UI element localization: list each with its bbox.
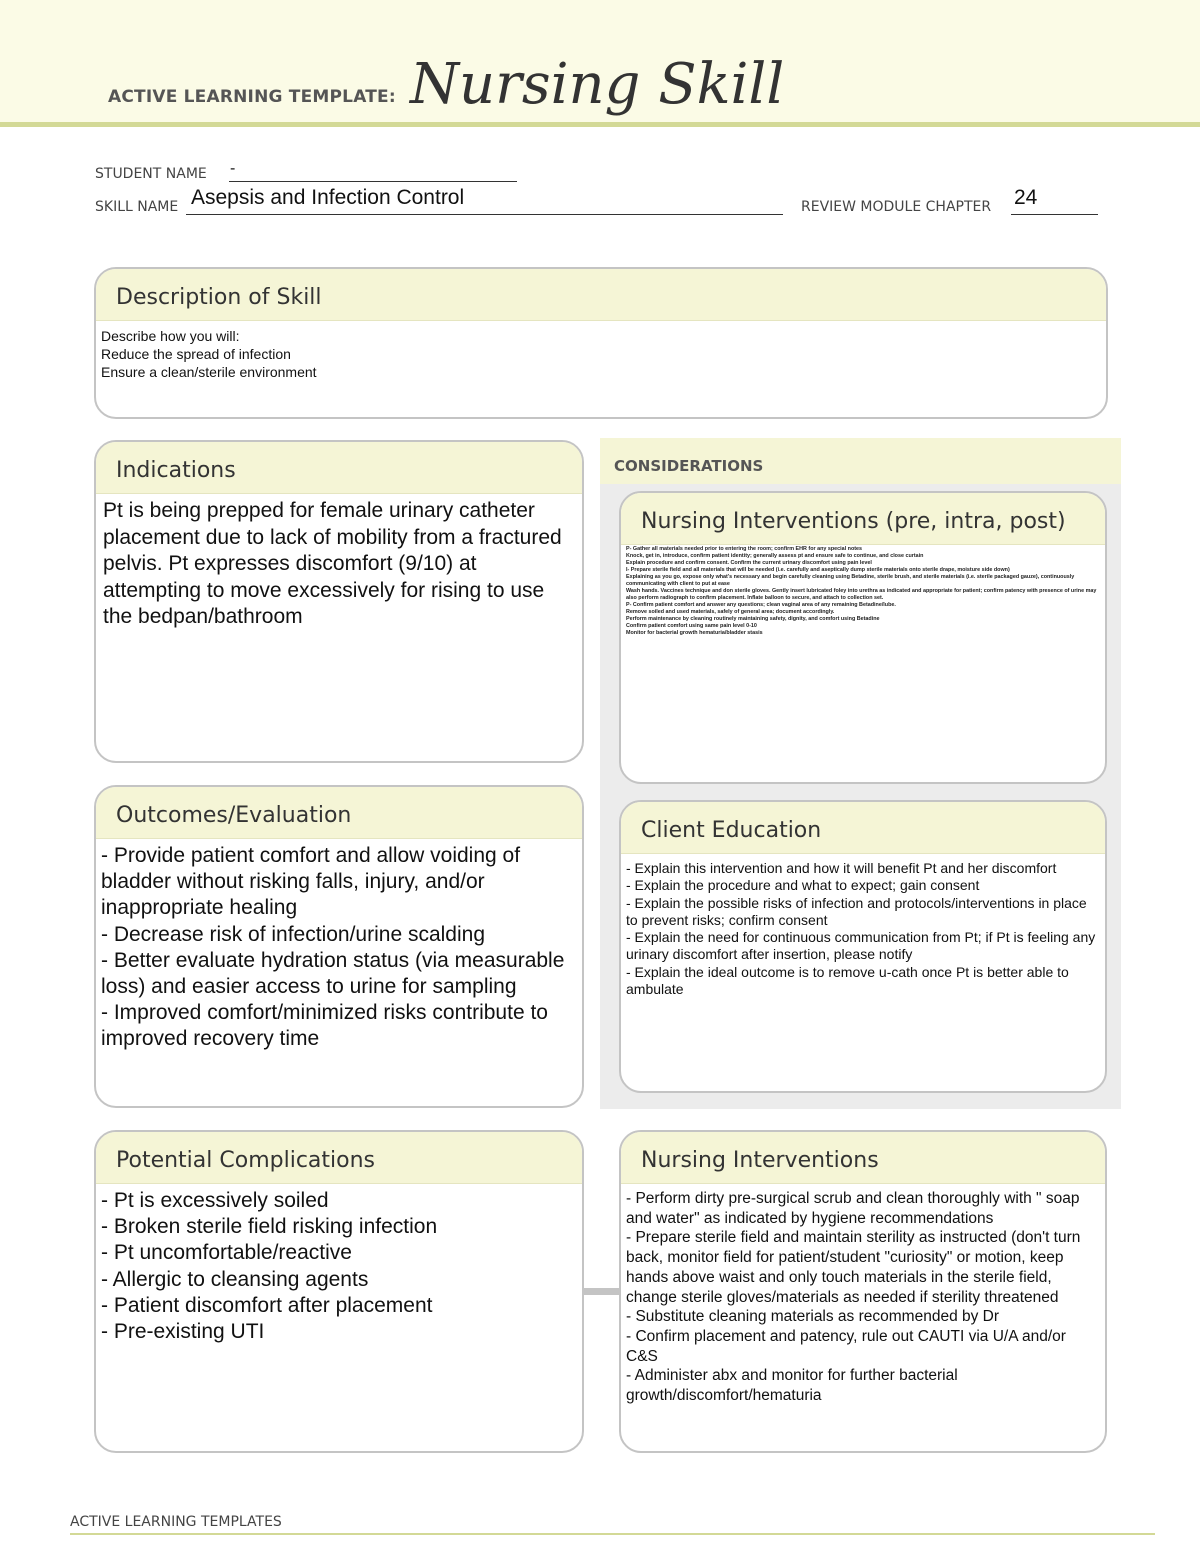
nursing-interventions-title: Nursing Interventions — [641, 1148, 879, 1173]
description-text[interactable]: Describe how you will: Reduce the spread of infection Ensure a clean/sterile environment — [101, 328, 317, 380]
indications-title: Indications — [116, 458, 236, 483]
nursing-interventions-text[interactable]: - Perform dirty pre-surgical scrub and clean thoroughly with " soap and water" as indicated by hygiene recommendations - Prepare sterile field and maintain sterility as instructed (don't turn back, monitor field for patient/student "curiosity" or motion, keep hands above waist and only touch materials in the sterile field, change sterile gloves/materials as needed if sterility threatened - Substitute cleaning materials as recommended by Dr - Confirm placement and patency, rule out CAUTI via U/A and/or C&S - Administer abx and monitor for further bacterial growth/discomfort/hematuria — [626, 1190, 1081, 1405]
client-education-text[interactable]: - Explain this intervention and how it will benefit Pt and her discomfort - Explain the procedure and what to expect; gain consent - Explain the possible risks of infection and protocols/interventions in place to prevent risks; confirm consent - Explain the need for continuous communication from Pt; if Pt is feeling any urinary discomfort after insertion, please notify - Explain the ideal outcome is to remove u-cath once Pt is better able to ambulate — [626, 860, 1096, 998]
chapter-label: REVIEW MODULE CHAPTER — [801, 199, 992, 215]
skill-name-label: SKILL NAME — [95, 199, 179, 215]
template-title: Nursing Skill — [410, 52, 785, 117]
footer-divider — [70, 1533, 1155, 1535]
potential-complications-panel — [94, 1130, 584, 1453]
client-education-title: Client Education — [641, 818, 822, 843]
skill-name-underline — [186, 214, 783, 215]
nursing-interventions-phases-text[interactable]: P- Gather all materials needed prior to entering the room; confirm EHR for any special notes Knock, get in, introduce, confirm patient identity; generally assess pt and ensure safe to continue, and close curtain Explain procedure and confirm consent. Confirm the current urinary discomfort using pain level I- Prepare sterile field and all materials that will be needed (i.e. carefully and aseptically dump sterile materials onto sterile drape, moisture side down) Explaining as you go, expose only what's necessary and begin carefully cleaning using Betadine, sterile brush, and sterile materials (i.e. sterile packaged gauze), continuously communicating with client to put at ease Wash hands. Vaccines technique and don sterile gloves. Gently insert lubricated foley into urethra as indicated and appropriate for patient; confirm patency with presence of urine may also perform radiograph to confirm placement. Inflate balloon to secure, and attach to collection set. P- Confirm patient comfort and answer any questions; clean vaginal area of any remaining Betadine/lube. Remove soiled and used materials, safely of general area; document accordingly. Perform maintenance by cleaning routinely maintaining safety, dignity, and comfort using Betadine Confirm patient comfort using same pain level 0-10 Monitor for bacterial growth hematuria/bladder stasis — [626, 546, 1097, 636]
potential-complications-title: Potential Complications — [116, 1148, 375, 1173]
description-title: Description of Skill — [116, 285, 322, 310]
chapter-underline — [1011, 214, 1098, 215]
chapter-field[interactable]: 24 — [1014, 186, 1038, 209]
considerations-title: CONSIDERATIONS — [614, 457, 764, 475]
header-divider — [0, 122, 1200, 127]
nursing-interventions-phases-panel — [619, 491, 1107, 784]
nursing-interventions-panel — [619, 1130, 1107, 1453]
student-name-field[interactable]: - — [230, 160, 236, 177]
indications-text[interactable]: Pt is being prepped for female urinary catheter placement due to lack of mobility from a fractured pelvis. Pt expresses discomfort (9/10) at attempting to move excessively for rising to use the bedpan/bathroom — [103, 499, 562, 628]
potential-complications-text[interactable]: - Pt is excessively soiled - Broken sterile field risking infection - Pt uncomfortable/reactive - Allergic to cleansing agents - Patient discomfort after placement - Pre-existing UTI — [101, 1189, 438, 1344]
student-name-label: STUDENT NAME — [95, 166, 207, 182]
template-label: ACTIVE LEARNING TEMPLATE: — [108, 87, 396, 107]
skill-name-field[interactable]: Asepsis and Infection Control — [191, 186, 465, 209]
nursing-interventions-phases-title: Nursing Interventions (pre, intra, post) — [641, 509, 1066, 534]
outcomes-title: Outcomes/Evaluation — [116, 803, 352, 828]
footer-label: ACTIVE LEARNING TEMPLATES — [70, 1514, 282, 1530]
student-name-underline — [229, 181, 517, 182]
outcomes-panel — [94, 785, 584, 1108]
indications-panel — [94, 440, 584, 763]
client-education-panel — [619, 800, 1107, 1093]
outcomes-text[interactable]: - Provide patient comfort and allow voiding of bladder without risking falls, injury, and/or inappropriate healing - Decrease risk of infection/urine scalding - Better evaluate hydration status (via measurable loss) and easier access to urine for sampling - Improved comfort/minimized risks contribute to improved recovery time — [101, 844, 565, 1051]
description-panel — [94, 267, 1108, 419]
panel-connector — [582, 1288, 620, 1295]
